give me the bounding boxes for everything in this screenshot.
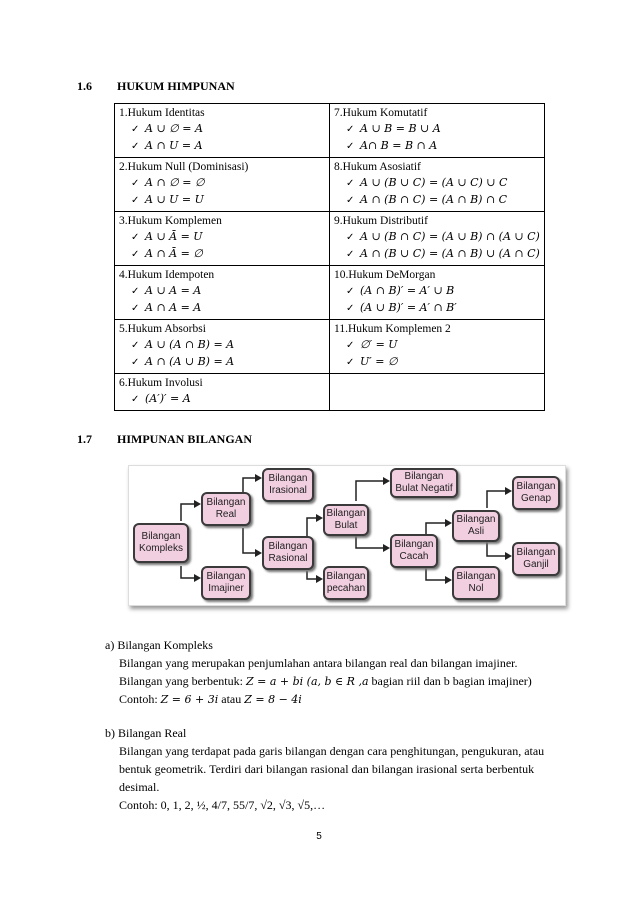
section-title: HUKUM HIMPUNAN: [117, 79, 235, 93]
checkmark-icon: ✓: [131, 124, 140, 135]
law-formula: ✓ A ∪ A = A: [119, 283, 325, 300]
node-bulat: Bilangan Bulat: [323, 504, 369, 536]
connector-bulat-bulatnegatif: [356, 481, 384, 501]
law-formula: ✓ A ∪ (A ∩ B) = A: [119, 337, 325, 354]
node-asli: Bilangan Asli: [452, 510, 500, 542]
law-title: 7.Hukum Komutatif: [334, 107, 428, 119]
connector-kompleks-imajiner: [181, 566, 195, 578]
law-title: 1.Hukum Identitas: [119, 107, 205, 119]
law-formula: ✓ A ∪ (B ∩ C) = (A ∪ B) ∩ (A ∪ C): [334, 229, 540, 246]
checkmark-icon: ✓: [131, 141, 140, 152]
number-set-diagram: [128, 465, 566, 606]
law-row: [115, 212, 545, 266]
checkmark-icon: ✓: [346, 178, 355, 189]
item-b-line3: desimal.: [119, 780, 160, 794]
checkmark-icon: ✓: [131, 195, 140, 206]
checkmark-icon: ✓: [346, 357, 355, 368]
law-formula: ✓ A ∪ B = B ∪ A: [334, 121, 540, 138]
law-row: [115, 374, 545, 411]
node-ganjil: Bilangan Ganjil: [512, 542, 560, 576]
law-formula: ✓ A∩ B = B ∩ A: [334, 138, 540, 155]
node-bulat-negatif: Bilangan Bulat Negatif: [390, 468, 458, 498]
checkmark-icon: ✓: [346, 249, 355, 260]
law-title: 6.Hukum Involusi: [119, 377, 203, 389]
checkmark-icon: ✓: [346, 340, 355, 351]
law-cell: [330, 104, 545, 158]
checkmark-icon: ✓: [131, 303, 140, 314]
law-title: 10.Hukum DeMorgan: [334, 269, 436, 281]
checkmark-icon: ✓: [131, 286, 140, 297]
item-b-line2: bentuk geometrik. Terdiri dari bilangan rasional dan bilangan irasional serta berbentuk: [119, 762, 535, 776]
law-formula: ✓ A ∩ U = A: [119, 138, 325, 155]
node-irasional: Bilangan Irasional: [262, 468, 314, 502]
item-a-form: Bilangan yang berbentuk: Z = a + bi (a, b ∈ R ,a bagian riil dan b bagian imajiner): [119, 674, 532, 688]
item-b-heading: b) Bilangan Real: [105, 726, 187, 740]
connector-real-irasional: [243, 478, 256, 492]
connector-asli-ganjil: [487, 541, 506, 556]
connector-kompleks-real: [181, 504, 195, 521]
law-formula: ✓ A ∪ U = U: [119, 192, 325, 209]
checkmark-icon: ✓: [131, 178, 140, 189]
node-kompleks: Bilangan Kompleks: [133, 523, 189, 563]
checkmark-icon: ✓: [131, 232, 140, 243]
section-title: HIMPUNAN BILANGAN: [117, 432, 252, 446]
law-title: 4.Hukum Idempoten: [119, 269, 215, 281]
law-formula: ✓ A ∪ ∅ = A: [119, 121, 325, 138]
law-formula: ✓ A ∪ Ā = U: [119, 229, 325, 246]
law-formula: ✓ ∅′ = U: [334, 337, 540, 354]
law-cell: [115, 158, 330, 212]
law-formula: ✓ (A ∪ B)′ = A′ ∩ B′: [334, 300, 540, 317]
node-rasional: Bilangan Rasional: [262, 536, 314, 570]
checkmark-icon: ✓: [346, 195, 355, 206]
law-title: 3.Hukum Komplemen: [119, 215, 222, 227]
checkmark-icon: ✓: [346, 286, 355, 297]
connector-real-rasional: [243, 528, 256, 553]
node-genap: Bilangan Genap: [512, 476, 560, 510]
connector-asli-genap: [487, 491, 506, 508]
law-formula: ✓ (A ∩ B)′ = A′ ∪ B: [334, 283, 540, 300]
law-title: 11.Hukum Komplemen 2: [334, 323, 451, 335]
law-cell: [115, 374, 330, 411]
law-formula: ✓ A ∩ (B ∩ C) = (A ∩ B) ∩ C: [334, 192, 540, 209]
law-cell: [330, 320, 545, 374]
law-cell: [115, 320, 330, 374]
node-nol: Bilangan Nol: [452, 566, 500, 600]
law-formula: ✓ A ∩ A = A: [119, 300, 325, 317]
law-title: 5.Hukum Absorbsi: [119, 323, 206, 335]
law-formula: ✓ A ∩ Ā = ∅: [119, 246, 325, 263]
section-number: 1.7: [77, 432, 92, 446]
law-row: [115, 104, 545, 158]
checkmark-icon: ✓: [346, 141, 355, 152]
set-laws-table: [114, 103, 545, 411]
law-formula: ✓ U′ = ∅: [334, 354, 540, 371]
checkmark-icon: ✓: [131, 357, 140, 368]
node-imajiner: Bilangan Imajiner: [201, 566, 251, 600]
law-row: [115, 320, 545, 374]
law-formula: ✓ A ∩ (B ∪ C) = (A ∩ B) ∪ (A ∩ C): [334, 246, 540, 263]
item-b-line1: Bilangan yang terdapat pada garis bilangan dengan cara penghitungan, pengukuran, atau: [119, 744, 545, 758]
law-formula: ✓ (A′)′ = A: [119, 391, 325, 408]
connector-cacah-nol: [426, 566, 446, 580]
law-formula: ✓ A ∪ (B ∪ C) = (A ∪ C) ∪ C: [334, 175, 540, 192]
law-formula: ✓ A ∩ ∅ = ∅: [119, 175, 325, 192]
page-number: 5: [316, 831, 322, 842]
checkmark-icon: ✓: [131, 340, 140, 351]
law-row: [115, 158, 545, 212]
law-cell: [115, 212, 330, 266]
connector-bulat-cacah: [356, 534, 384, 548]
law-title: 8.Hukum Asosiatif: [334, 161, 421, 173]
node-pecahan: Bilangan pecahan: [323, 566, 369, 600]
law-cell: [330, 266, 545, 320]
section-number: 1.6: [77, 79, 92, 93]
checkmark-icon: ✓: [346, 232, 355, 243]
law-title: 9.Hukum Distributif: [334, 215, 428, 227]
item-a-definition: Bilangan yang merupakan penjumlahan antara bilangan real dan bilangan imajiner.: [119, 656, 518, 670]
checkmark-icon: ✓: [131, 249, 140, 260]
connector-rasional-pecahan: [307, 571, 317, 579]
node-cacah: Bilangan Cacah: [390, 534, 438, 568]
law-cell: [330, 158, 545, 212]
item-a-example: Contoh: Z = 6 + 3i atau Z = 8 − 4i: [119, 692, 302, 706]
item-b-example: Contoh: 0, 1, 2, ½, 4/7, 55/7, √2, √3, √5,…: [119, 798, 326, 812]
checkmark-icon: ✓: [131, 394, 140, 405]
law-row: [115, 266, 545, 320]
law-cell-empty: [330, 374, 545, 411]
connector-rasional-bulat: [307, 518, 317, 536]
checkmark-icon: ✓: [346, 303, 355, 314]
law-formula: ✓ A ∩ (A ∪ B) = A: [119, 354, 325, 371]
node-real: Bilangan Real: [201, 492, 251, 526]
checkmark-icon: ✓: [346, 124, 355, 135]
law-cell: [115, 104, 330, 158]
law-cell: [330, 212, 545, 266]
item-a-heading: a) Bilangan Kompleks: [105, 638, 213, 652]
law-cell: [115, 266, 330, 320]
law-title: 2.Hukum Null (Dominisasi): [119, 161, 249, 173]
